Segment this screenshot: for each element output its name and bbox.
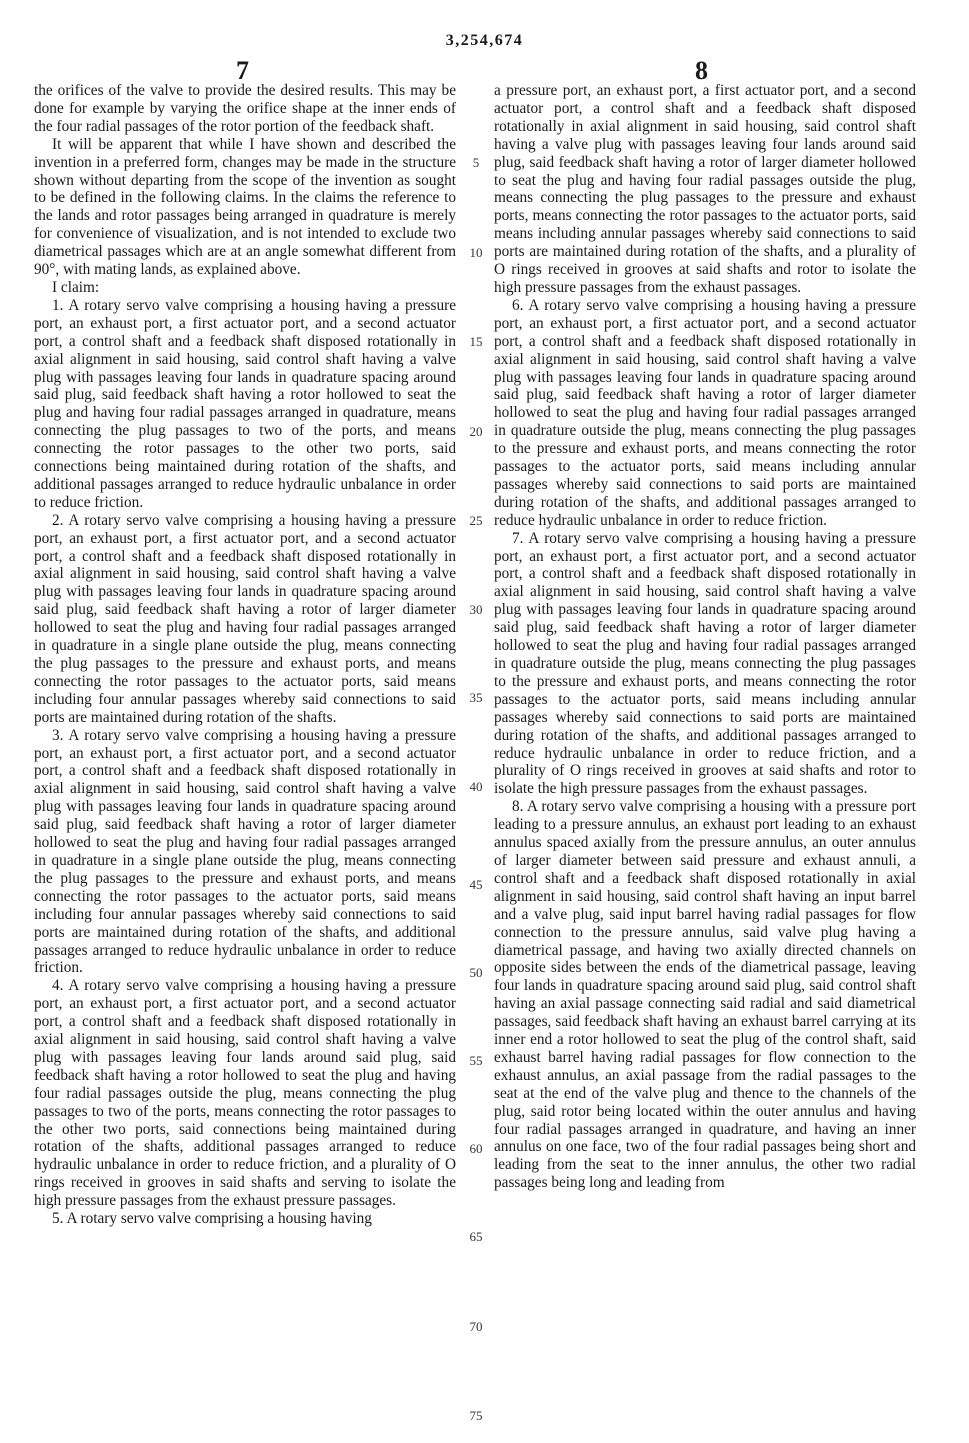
claim-5-start: 5. A rotary servo valve comprising a housing having bbox=[52, 1210, 372, 1228]
claim-6: 6. A rotary servo valve comprising a housing having a pressure port, an exhaust port, a first actuator port, and a second actuator port, a control shaft and a feedback shaft disposed rotationally in axial alignment in said housing, said control shaft having a valve plug with passages leaving four lands in quadrature spacing around said plug, said feedback shaft having a rotor of larger diameter hollowed to seat the plug and having four radial passages arranged in quadrature outside the plug, means connecting the plug passages to the pressure and exhaust ports, and means connecting the rotor passages to the actuator ports, said means including annular passages whereby said connections to said ports are maintained during rotation of the shafts, and additional passages arranged to reduce hydraulic unbalance in order to reduce friction. bbox=[494, 296, 916, 529]
line-number: 40 bbox=[469, 779, 483, 794]
line-number: 5 bbox=[472, 155, 480, 170]
claim-2: 2. A rotary servo valve comprising a housing having a pressure port, an exhaust port, a first actuator port, and a second actuator port, a control shaft and a feedback shaft disposed rotationally in axial alignment in said housing, said control shaft having a valve plug with passages leaving four lands in quadrature spacing around said plug, said feedback shaft having a rotor of larger diameter hollowed to seat the plug and having four radial passages arranged in quadrature in a single plane outside the plug, means connecting the plug passages to the pressure and exhaust ports, and means connecting the rotor passages to the actuator ports, said means including four annular passages whereby said connections to said ports are maintained during rotation of the shafts. bbox=[34, 511, 456, 726]
left-column-number: 7 bbox=[236, 56, 249, 85]
left-column bbox=[34, 82, 456, 1228]
line-number: 60 bbox=[469, 1141, 483, 1156]
right-column bbox=[494, 82, 916, 1192]
claim-8: 8. A rotary servo valve comprising a housing with a pressure port leading to a pressure annulus, an exhaust port leading to an exhaust annulus spaced axially from the pressure annulus, an outer annulus of larger diameter between said pressure and exhaust annuli, a control shaft and a feedback shaft disposed rotationally in axial alignment in said housing, said control shaft having an input barrel and a valve plug, said input barrel having radial passages for flow connection to the pressure annulus, said valve plug having a diametrical passage, and having two axially directed channels on opposite sides between the ends of the diametrical passage, leaving four lands in quadrature spacing around said plug, said control shaft having an axial passage connecting said radial and said diametrical passages, said feedback shaft having an exhaust barrel carrying at its inner end a rotor hollowed to seat the plug of the control shaft, said exhaust barrel having radial passages for flow connection to the exhaust annulus, an axial passage from the radial passages to the seat at the end of the valve plug and thence to the channels of the plug, said rotor being located within the outer annulus and having four radial passages arranged in quadrature, and having an inner annulus on one face, two of the four radial passages being short and leading from the seat to the inner annulus, the other two radial passages being long and leading from bbox=[494, 798, 916, 1192]
line-number: 45 bbox=[469, 877, 483, 892]
line-number: 65 bbox=[469, 1229, 483, 1244]
patent-number: 3,254,674 bbox=[445, 32, 524, 49]
line-number: 25 bbox=[469, 513, 483, 528]
line-number: 30 bbox=[469, 602, 483, 617]
claim-1: 1. A rotary servo valve comprising a housing having a pressure port, an exhaust port, a first actuator port, and a second actuator port, a control shaft and a feedback shaft disposed rotationally in axial alignment in said housing, said control shaft having a valve plug with passages leaving four lands in quadrature spacing around said plug, said feedback shaft having a rotor hollowed to seat the plug and having four radial passages arranged in quadrature, means connecting the plug passages to two of the ports, and means connecting the rotor passages to the other two ports, said connections being maintained during rotation of the shafts, and additional passages arranged to reduce hydraulic unbalance in order to reduce friction. bbox=[34, 296, 456, 511]
claim-7: 7. A rotary servo valve comprising a housing having a pressure port, an exhaust port, a first actuator port, and a second actuator port, a control shaft and a feedback shaft disposed rotationally in axial alignment in said housing, said control shaft having a valve plug with passages leaving four lands in quadrature spacing around said plug, said feedback shaft having a rotor of larger diameter hollowed to seat the plug and having four radial passages arranged in quadrature outside the plug, means connecting the plug passages to the pressure and exhaust ports, and means connecting the rotor passages to the actuator ports, said means including annular passages whereby said connections to said ports are maintained during rotation of the shafts, and additional passages arranged to reduce hydraulic unbalance in order to reduce friction, and a plurality of O rings received in grooves at said shafts and rotor to isolate the high pressure passages from the exhaust passages. bbox=[494, 529, 916, 798]
claim-4: 4. A rotary servo valve comprising a housing having a pressure port, an exhaust port, a first actuator port, and a second actuator port, a control shaft and a feedback shaft disposed rotationally in axial alignment in said housing, said control shaft having a valve plug with passages leaving four lands around said plug, said feedback shaft having a rotor hollowed to seat the plug and having four radial passages outside the plug, means connecting the plug passages to two of the ports, means connecting the rotor passages to the other two ports, said connections being maintained during rotation of the shafts, additional passages arranged to reduce hydraulic unbalance in order to reduce friction, and a plurality of O rings received in grooves in said shafts and serving to isolate the high pressure passages from the exhaust pressure passages. bbox=[34, 977, 456, 1210]
line-number: 75 bbox=[469, 1408, 483, 1423]
line-number: 50 bbox=[469, 965, 483, 980]
paragraph: It will be apparent that while I have shown and described the invention in a preferred form, changes may be made in the structure shown without departing from the scope of the invention as sought to be defined in the following claims. In the claims the reference to the lands and rotor passages being arranged in quadrature is merely for convenience of visualization, and is not intended to exclude two diametrical passages which are at an angle somewhat different from 90°, with mating lands, as explained above. bbox=[34, 135, 456, 279]
paragraph: the orifices of the valve to provide the desired results. This may be done for example by varying the orifice shape at the inner ends of the four radial passages of the rotor portion of the feedback shaft. bbox=[34, 82, 456, 135]
line-number: 35 bbox=[469, 690, 483, 705]
line-number: 15 bbox=[469, 334, 483, 349]
line-number: 70 bbox=[469, 1319, 483, 1334]
line-number: 55 bbox=[469, 1053, 483, 1068]
line-number: 10 bbox=[469, 245, 483, 260]
line-number: 20 bbox=[469, 424, 483, 439]
claim-3: 3. A rotary servo valve comprising a housing having a pressure port, an exhaust port, a first actuator port, and a second actuator port, a control shaft and a feedback shaft disposed rotationally in axial alignment in said housing, said control shaft having a valve plug with passages leaving four lands in quadrature spacing around said plug, said feedback shaft having a rotor of larger diameter hollowed to seat the plug and having four radial passages arranged in quadrature in a single plane outside the plug, means connecting the plug passages to the pressure and exhaust ports, and means connecting the rotor passages to the actuator ports, said means including four annular passages whereby said connections to said ports are maintained during rotation of the shafts, and additional passages arranged to reduce hydraulic unbalance in order to reduce friction. bbox=[34, 726, 456, 977]
claim-5-continued: a pressure port, an exhaust port, a first actuator port, and a second actuator port, a control shaft and a feedback shaft disposed rotationally in axial alignment in said housing, said control shaft having a valve plug with passages leaving four lands around said plug, said feedback shaft having a rotor of larger diameter hollowed to seat the plug and having four radial passages outside the plug, means connecting the plug passages to the pressure and exhaust ports, means connecting the rotor passages to the actuator ports, said means including annular passages whereby said connections to said ports are maintained during rotation of the shafts, and a plurality of O rings received in grooves at said shafts and rotor to isolate the high pressure passages from the exhaust passages. bbox=[494, 82, 916, 296]
claims-intro: I claim: bbox=[52, 278, 100, 296]
right-column-number: 8 bbox=[695, 56, 708, 85]
